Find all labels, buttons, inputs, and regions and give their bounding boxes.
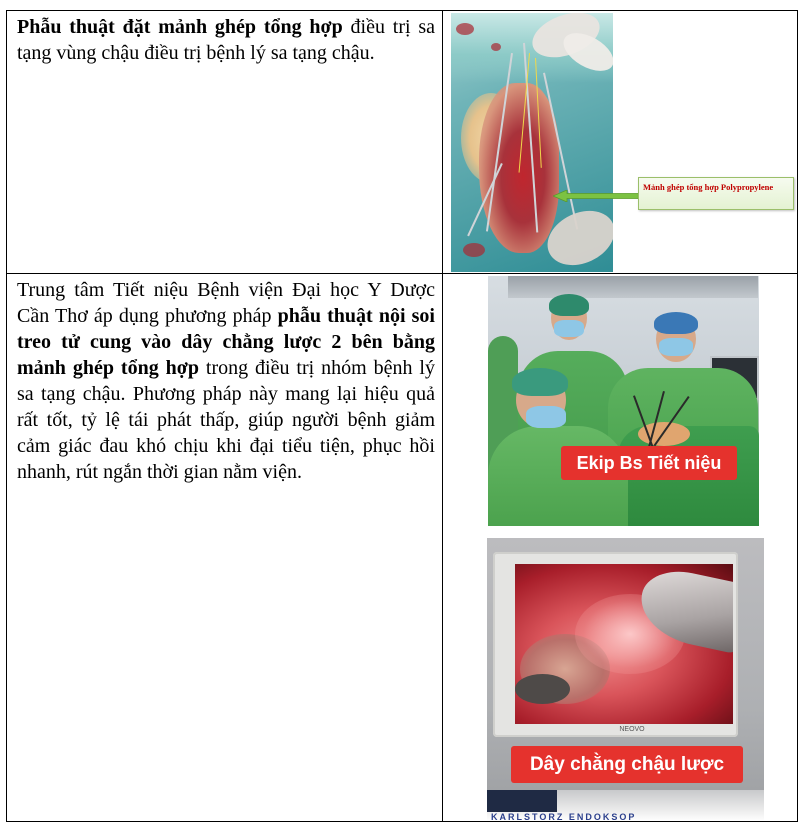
endoscopic-instrument [515,674,570,704]
endoscopy-screen [515,564,733,724]
surgical-mask [526,406,566,428]
row2-media-cell [443,274,797,821]
equipment-brand-text: KARLSTORZ ENDOKSOP [491,812,637,821]
row2-bold-text: phẫu thuật nội soi treo tử cung vào dây chằng lược 2 bên bằng mảnh ghép tổng hợp [17,305,435,379]
pointer-arrow-icon [553,190,639,202]
surgical-team-photo [488,276,759,526]
team-photo-label: Ekip Bs Tiết niệu [561,446,737,480]
endoscopy-monitor-photo [487,538,764,821]
operating-light [508,276,758,298]
surgical-mask [659,338,693,356]
table-row-1 [7,11,797,274]
document-table [6,10,798,822]
surgical-mask [554,320,584,337]
mesh-callout-label: Mảnh ghép tổng hợp Polypropylene [638,177,794,210]
row1-text: điều trị sa tạng vùng chậu điều trị bệnh lý sa tạng chậu. [17,16,435,64]
surgical-cap [512,368,568,396]
row2-text-intro: Trung tâm Tiết niệu Bệnh viện Đại học Y Dược Cần Thơ áp dụng phương pháp [17,279,435,327]
monitor-brand-logo: NEOVO [619,726,645,733]
endoscopy-label: Dây chằng chậu lược [511,746,743,783]
equipment-panel [487,790,557,812]
row2-text-cell [7,274,443,821]
row1-bold-text: Phẫu thuật đặt mảnh ghép tổng hợp [17,16,343,38]
row1-media-cell [443,11,797,273]
surgical-cap [549,294,589,316]
table-row-2 [7,274,797,821]
row1-text-cell [7,11,443,273]
blood-stain [456,23,474,35]
blood-stain [491,43,501,51]
open-surgery-photo [451,13,613,272]
row2-text-rest: trong điều trị nhóm bệnh lý sa tạng chậu. Phương pháp này mang lại hiệu quả rất tốt, tỷ lệ tái phát thấp, giúp người bệnh giảm cảm giác đau khó chịu khi đại tiểu tiện, phục hồi nhanh, rút ngắn thời gian nằm viện. [17,357,435,483]
blood-stain [463,243,485,257]
surgical-cap [654,312,698,334]
